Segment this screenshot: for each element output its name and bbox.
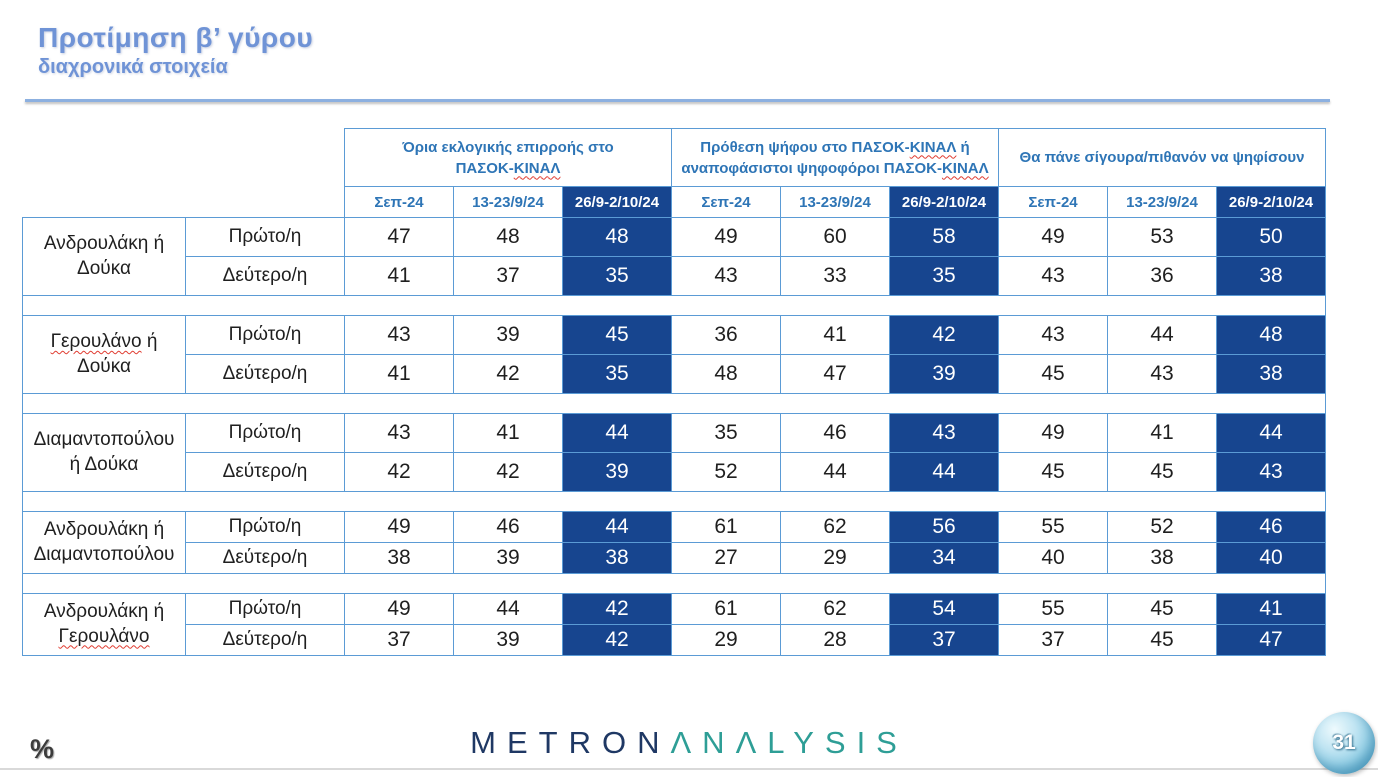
date-header-highlighted: 26/9-2/10/24 bbox=[1217, 187, 1326, 218]
rank-label: Δεύτερο/η bbox=[186, 625, 345, 656]
value-cell: 36 bbox=[672, 316, 781, 355]
table-row bbox=[23, 594, 1326, 625]
group-title-text: ή bbox=[956, 138, 970, 156]
value-cell-highlighted: 34 bbox=[890, 543, 999, 574]
value-cell: 37 bbox=[999, 625, 1108, 656]
value-cell: 49 bbox=[672, 218, 781, 257]
value-cell: 44 bbox=[454, 594, 563, 625]
value-cell: 47 bbox=[345, 218, 454, 257]
value-cell: 39 bbox=[454, 316, 563, 355]
value-cell: 47 bbox=[781, 355, 890, 394]
candidate-name-text: Ανδρουλάκη ή bbox=[43, 600, 165, 622]
candidate-name-text: Γερουλάνο bbox=[50, 330, 142, 352]
poll-results-table bbox=[22, 128, 1326, 656]
value-cell-highlighted: 45 bbox=[563, 316, 672, 355]
value-cell-highlighted: 48 bbox=[1217, 316, 1326, 355]
value-cell-highlighted: 41 bbox=[1217, 594, 1326, 625]
value-cell: 42 bbox=[454, 355, 563, 394]
separator-row bbox=[23, 574, 1326, 594]
table-row bbox=[23, 257, 1326, 296]
candidate-pair-label bbox=[23, 414, 186, 492]
candidate-pair-label bbox=[23, 218, 186, 296]
rank-label: Πρώτο/η bbox=[186, 512, 345, 543]
value-cell: 43 bbox=[1108, 355, 1217, 394]
group-title-text: ΠΑΣΟΚ- bbox=[455, 159, 514, 177]
value-cell-highlighted: 58 bbox=[890, 218, 999, 257]
value-cell: 33 bbox=[781, 257, 890, 296]
value-cell-highlighted: 38 bbox=[1217, 355, 1326, 394]
date-header: 13-23/9/24 bbox=[1108, 187, 1217, 218]
separator-cell bbox=[23, 394, 1326, 414]
separator-cell bbox=[23, 574, 1326, 594]
date-header: Σεπ-24 bbox=[345, 187, 454, 218]
date-header: 13-23/9/24 bbox=[781, 187, 890, 218]
percent-unit-label: % bbox=[30, 734, 55, 764]
value-cell: 43 bbox=[345, 414, 454, 453]
value-cell-highlighted: 42 bbox=[890, 316, 999, 355]
value-cell: 55 bbox=[999, 512, 1108, 543]
candidate-name-text: Δούκα bbox=[77, 257, 131, 279]
value-cell: 43 bbox=[345, 316, 454, 355]
value-cell-highlighted: 38 bbox=[563, 543, 672, 574]
value-cell: 37 bbox=[454, 257, 563, 296]
value-cell-highlighted: 39 bbox=[563, 453, 672, 492]
column-group-likely-voters bbox=[999, 129, 1326, 187]
group-title-text-misspelled: ΚΙΝΑΛ bbox=[909, 138, 957, 156]
value-cell: 48 bbox=[454, 218, 563, 257]
candidate-pair-label bbox=[23, 316, 186, 394]
value-cell: 61 bbox=[672, 594, 781, 625]
value-cell-highlighted: 35 bbox=[890, 257, 999, 296]
value-cell: 44 bbox=[1108, 316, 1217, 355]
value-cell: 49 bbox=[999, 414, 1108, 453]
value-cell-highlighted: 44 bbox=[563, 414, 672, 453]
rank-label: Πρώτο/η bbox=[186, 316, 345, 355]
value-cell: 55 bbox=[999, 594, 1108, 625]
title-divider-line bbox=[25, 99, 1330, 102]
value-cell: 45 bbox=[999, 355, 1108, 394]
rank-label: Δεύτερο/η bbox=[186, 257, 345, 296]
value-cell-highlighted: 46 bbox=[1217, 512, 1326, 543]
date-header: Σεπ-24 bbox=[672, 187, 781, 218]
rank-label: Πρώτο/η bbox=[186, 594, 345, 625]
rank-label: Δεύτερο/η bbox=[186, 355, 345, 394]
logo-metron-text: METRON bbox=[470, 725, 671, 760]
table-row bbox=[23, 453, 1326, 492]
value-cell-highlighted: 44 bbox=[563, 512, 672, 543]
value-cell: 41 bbox=[345, 257, 454, 296]
group-title-text: αναποφάσιστοι ψηφοφόροι ΠΑΣΟΚ- bbox=[681, 159, 942, 177]
value-cell: 61 bbox=[672, 512, 781, 543]
date-header: Σεπ-24 bbox=[999, 187, 1108, 218]
value-cell: 41 bbox=[345, 355, 454, 394]
candidate-name-text: ή bbox=[141, 330, 158, 352]
value-cell: 40 bbox=[999, 543, 1108, 574]
value-cell: 49 bbox=[999, 218, 1108, 257]
value-cell: 43 bbox=[672, 257, 781, 296]
value-cell: 37 bbox=[345, 625, 454, 656]
value-cell: 62 bbox=[781, 512, 890, 543]
column-group-vote-intention bbox=[672, 129, 999, 187]
value-cell-highlighted: 35 bbox=[563, 257, 672, 296]
value-cell-highlighted: 54 bbox=[890, 594, 999, 625]
value-cell-highlighted: 42 bbox=[563, 594, 672, 625]
candidate-name-text: Διαμαντοπούλου bbox=[33, 428, 175, 450]
value-cell: 41 bbox=[781, 316, 890, 355]
value-cell: 43 bbox=[999, 257, 1108, 296]
value-cell: 43 bbox=[999, 316, 1108, 355]
value-cell-highlighted: 44 bbox=[890, 453, 999, 492]
page-number: 31 bbox=[1332, 731, 1356, 754]
rank-label: Πρώτο/η bbox=[186, 414, 345, 453]
rank-label: Πρώτο/η bbox=[186, 218, 345, 257]
candidate-name-text: Ανδρουλάκη ή bbox=[43, 518, 165, 540]
value-cell-highlighted: 39 bbox=[890, 355, 999, 394]
value-cell-highlighted: 56 bbox=[890, 512, 999, 543]
corner-blank-cell bbox=[23, 129, 345, 218]
value-cell: 42 bbox=[345, 453, 454, 492]
separator-cell bbox=[23, 296, 1326, 316]
separator-cell bbox=[23, 492, 1326, 512]
group-title-text: Πρόθεση ψήφου στο ΠΑΣΟΚ- bbox=[700, 138, 910, 156]
value-cell: 52 bbox=[1108, 512, 1217, 543]
separator-row bbox=[23, 492, 1326, 512]
value-cell: 41 bbox=[454, 414, 563, 453]
value-cell: 29 bbox=[672, 625, 781, 656]
value-cell: 42 bbox=[454, 453, 563, 492]
value-cell: 44 bbox=[781, 453, 890, 492]
value-cell-highlighted: 50 bbox=[1217, 218, 1326, 257]
value-cell: 41 bbox=[1108, 414, 1217, 453]
value-cell: 45 bbox=[1108, 453, 1217, 492]
separator-row bbox=[23, 296, 1326, 316]
value-cell-highlighted: 37 bbox=[890, 625, 999, 656]
table-row bbox=[23, 512, 1326, 543]
value-cell-highlighted: 43 bbox=[1217, 453, 1326, 492]
column-group-electoral-influence bbox=[345, 129, 672, 187]
column-group-header-row bbox=[23, 129, 1326, 187]
table-row bbox=[23, 316, 1326, 355]
value-cell: 35 bbox=[672, 414, 781, 453]
value-cell: 38 bbox=[345, 543, 454, 574]
value-cell-highlighted: 44 bbox=[1217, 414, 1326, 453]
value-cell-highlighted: 42 bbox=[563, 625, 672, 656]
group-title-text: Θα πάνε σίγουρα/πιθανόν να ψηφίσουν bbox=[1019, 149, 1305, 166]
candidate-pair-label bbox=[23, 594, 186, 656]
value-cell: 38 bbox=[1108, 543, 1217, 574]
value-cell: 62 bbox=[781, 594, 890, 625]
value-cell-highlighted: 38 bbox=[1217, 257, 1326, 296]
value-cell: 53 bbox=[1108, 218, 1217, 257]
candidate-name-text: Δούκα bbox=[77, 355, 131, 377]
value-cell: 45 bbox=[1108, 594, 1217, 625]
value-cell: 36 bbox=[1108, 257, 1217, 296]
rank-label: Δεύτερο/η bbox=[186, 543, 345, 574]
date-header-highlighted: 26/9-2/10/24 bbox=[890, 187, 999, 218]
value-cell: 48 bbox=[672, 355, 781, 394]
rank-label: Δεύτερο/η bbox=[186, 453, 345, 492]
page-subtitle: διαχρονικά στοιχεία bbox=[38, 56, 228, 78]
candidate-pair-label bbox=[23, 512, 186, 574]
value-cell-highlighted: 48 bbox=[563, 218, 672, 257]
value-cell-highlighted: 40 bbox=[1217, 543, 1326, 574]
value-cell: 39 bbox=[454, 543, 563, 574]
value-cell-highlighted: 47 bbox=[1217, 625, 1326, 656]
value-cell: 39 bbox=[454, 625, 563, 656]
table-body bbox=[23, 218, 1326, 656]
value-cell: 46 bbox=[781, 414, 890, 453]
metron-analysis-logo bbox=[0, 725, 1378, 761]
logo-analysis-text: ΛNΛLYSIS bbox=[670, 725, 908, 760]
group-title-text-misspelled: ΚΙΝΑΛ bbox=[941, 159, 989, 177]
group-title-text: Όρια εκλογικής επιρροής στο bbox=[402, 138, 614, 156]
candidate-name-text: Γερουλάνο bbox=[58, 625, 150, 647]
value-cell: 29 bbox=[781, 543, 890, 574]
table-row bbox=[23, 218, 1326, 257]
value-cell: 45 bbox=[1108, 625, 1217, 656]
separator-row bbox=[23, 394, 1326, 414]
value-cell-highlighted: 35 bbox=[563, 355, 672, 394]
candidate-name-text: Διαμαντοπούλου bbox=[33, 543, 175, 565]
value-cell: 28 bbox=[781, 625, 890, 656]
date-header: 13-23/9/24 bbox=[454, 187, 563, 218]
group-title-text-misspelled: ΚΙΝΑΛ bbox=[513, 159, 561, 177]
value-cell: 49 bbox=[345, 512, 454, 543]
table-row bbox=[23, 625, 1326, 656]
page-title: Προτίμηση β’ γύρου bbox=[38, 22, 314, 53]
value-cell: 27 bbox=[672, 543, 781, 574]
table-row bbox=[23, 543, 1326, 574]
slide-title-block bbox=[38, 22, 313, 79]
value-cell: 46 bbox=[454, 512, 563, 543]
footer-divider-line bbox=[0, 768, 1378, 770]
value-cell: 49 bbox=[345, 594, 454, 625]
value-cell: 52 bbox=[672, 453, 781, 492]
page-number-badge bbox=[1313, 712, 1375, 774]
table-row bbox=[23, 355, 1326, 394]
date-header-highlighted: 26/9-2/10/24 bbox=[563, 187, 672, 218]
table-row bbox=[23, 414, 1326, 453]
value-cell: 45 bbox=[999, 453, 1108, 492]
candidate-name-text: ή Δούκα bbox=[69, 453, 139, 475]
value-cell: 60 bbox=[781, 218, 890, 257]
value-cell-highlighted: 43 bbox=[890, 414, 999, 453]
candidate-name-text: Ανδρουλάκη ή bbox=[43, 232, 165, 254]
